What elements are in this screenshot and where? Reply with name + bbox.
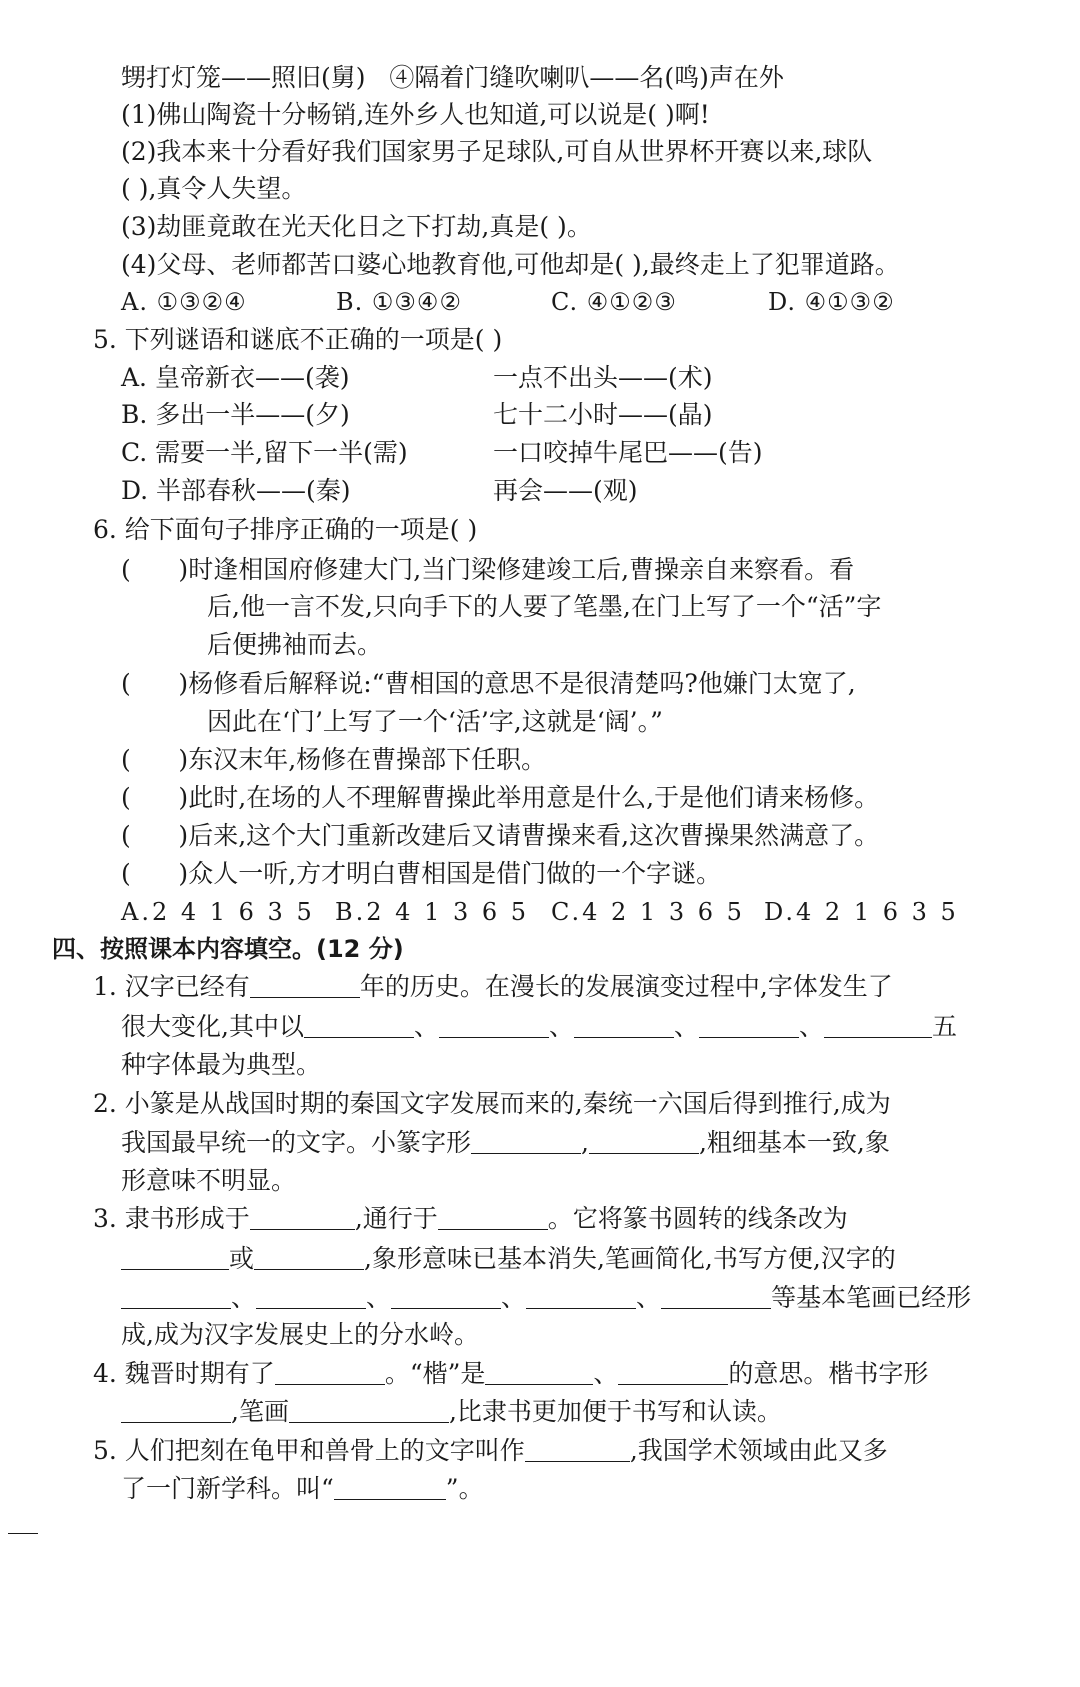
s4-q3-line-4: 成,成为汉字发展史上的分水岭。 (121, 1320, 479, 1349)
s4-q2-line-3: 形意味不明显。 (121, 1166, 297, 1195)
s4-q3-line-1: 3. 隶书形成于 ,通行于 。它将篆书圆转的线条改为 (93, 1204, 848, 1233)
s4-q1-blank-5[interactable] (824, 1013, 932, 1038)
section-4-heading: 四、按照课本内容填空。(12 分) (52, 935, 404, 963)
q6-order-blank-1[interactable]: ( ) (121, 555, 189, 584)
q5-row-c (121, 434, 821, 472)
q5-b-right: 七十二小时——(晶) (493, 400, 713, 429)
q6-order-blank-6[interactable]: ( ) (121, 859, 189, 888)
q4-sentence-1: (1)佛山陶瓷十分畅销,连外乡人也知道,可以说是( )啊! (121, 100, 710, 129)
s4-q4-blank-shape[interactable] (121, 1398, 231, 1423)
q6-item-4: ( )此时,在场的人不理解曹操此举用意是什么,于是他们请来杨修。 (121, 779, 879, 817)
s4-q1-line-3: 种字体最为典型。 (121, 1050, 322, 1079)
q6-order-blank-5[interactable]: ( ) (121, 821, 189, 850)
q6-item-2-line-1: ( )杨修看后解释说:“曹相国的意思不是很清楚吗?他嫌门太宽了, (121, 665, 856, 703)
q6-item-1-line-2: 后,他一言不发,只向手下的人要了笔墨,在门上写了一个“活”字 (207, 592, 882, 621)
q5-d-left: D. 半部春秋——(秦) (121, 476, 351, 505)
q6-item-3: ( )东汉末年,杨修在曹操部下任职。 (121, 741, 546, 779)
q6-stem: 6. 给下面句子排序正确的一项是( ) (93, 515, 478, 544)
s4-q3-line-2: 或 ,象形意味已基本消失,笔画简化,书写方便,汉字的 (121, 1240, 896, 1278)
s4-q5-line-1: 5. 人们把刻在龟甲和兽骨上的文字叫作 ,我国学术领域由此又多 (93, 1436, 888, 1465)
q6-item-1-line-3: 后便拂袖而去。 (207, 630, 383, 659)
q5-stem: 5. 下列谜语和谜底不正确的一项是( ) (93, 325, 503, 354)
s4-q3-blank-basic-2[interactable] (256, 1284, 366, 1309)
q4-sentence-3: (3)劫匪竟敢在光天化日之下打劫,真是( )。 (121, 212, 592, 241)
q5-b-left: B. 多出一半——(夕) (121, 400, 350, 429)
q5-d-right: 再会——(观) (493, 476, 638, 505)
s4-q1-blank-4[interactable] (699, 1013, 799, 1038)
q4-option-c: C. ④①②③ (551, 288, 677, 316)
q5-row-d (121, 472, 821, 510)
q4-sentence-2b: ( ),真令人失望。 (121, 174, 307, 203)
s4-q3-blank-popular[interactable] (438, 1205, 548, 1230)
q5-c-right: 一口咬掉牛尾巴——(告) (493, 438, 763, 467)
q6-option-a: A.2 4 1 6 3 5 (121, 898, 315, 926)
q6-order-blank-3[interactable]: ( ) (121, 745, 189, 774)
idiom-4: ④隔着门缝吹喇叭——名(鸣)声在外 (389, 63, 784, 92)
s4-q4-line-1: 4. 魏晋时期有了 。“楷”是 、 的意思。楷书字形 (93, 1359, 929, 1388)
idiom-line-continued (121, 59, 784, 97)
s4-q3-blank-basic-4[interactable] (526, 1284, 636, 1309)
s4-q2-line-1: 2. 小篆是从战国时期的秦国文字发展而来的,秦统一六国后得到推行,成为 (93, 1089, 891, 1118)
q5-a-right: 一点不出头——(术) (493, 363, 713, 392)
q5-row-a (121, 359, 821, 397)
s4-q3-blank-stroke-1[interactable] (121, 1245, 229, 1270)
s4-q1-line-1: 1. 汉字已经有 年的历史。在漫长的发展演变过程中,字体发生了 (93, 972, 893, 1001)
q6-option-b: B.2 4 1 3 6 5 (335, 898, 530, 926)
s4-q1-blank-years[interactable] (250, 973, 360, 998)
s4-q1-blank-1[interactable] (304, 1013, 414, 1038)
q5-row-b (121, 396, 821, 434)
q6-item-5: ( )后来,这个大门重新改建后又请曹操来看,这次曹操果然满意了。 (121, 817, 879, 855)
s4-q4-blank-stroke[interactable] (289, 1398, 449, 1423)
q4-sentence-4: (4)父母、老师都苦口婆心地教育他,可他却是( ),最终走上了犯罪道路。 (121, 250, 900, 279)
q6-option-c: C.4 2 1 3 6 5 (551, 898, 745, 926)
s4-q5-blank-discipline[interactable] (334, 1475, 446, 1500)
q6-order-blank-4[interactable]: ( ) (121, 783, 189, 812)
q5-c-left: C. 需要一半,留下一半(需) (121, 438, 408, 467)
s4-q4-blank-script[interactable] (275, 1360, 385, 1385)
q4-option-d: D. ④①③② (768, 288, 895, 316)
footer-rule (8, 1533, 38, 1534)
idiom-3: 甥打灯笼——照旧(舅) (121, 63, 366, 92)
s4-q4-line-2: ,笔画 ,比隶书更加便于书写和认读。 (121, 1393, 782, 1431)
q4-option-b: B. ①③④② (336, 288, 462, 316)
s4-q5-line-2: 了一门新学科。叫“ ”。 (121, 1474, 484, 1503)
s4-q4-blank-meaning-2[interactable] (618, 1360, 728, 1385)
s4-q2-blank-1[interactable] (471, 1129, 581, 1154)
s4-q3-blank-stroke-2[interactable] (254, 1245, 364, 1270)
q6-item-2-line-2: 因此在‘门’上写了一个‘活’字,这就是‘阔’。” (207, 707, 663, 736)
s4-q3-blank-basic-5[interactable] (661, 1284, 771, 1309)
s4-q2-line-2: 我国最早统一的文字。小篆字形 , ,粗细基本一致,象 (121, 1128, 890, 1157)
s4-q3-blank-basic-1[interactable] (121, 1284, 231, 1309)
s4-q5-blank-name[interactable] (525, 1437, 630, 1462)
q6-item-6: ( )众人一听,方才明白曹相国是借门做的一个字谜。 (121, 855, 721, 893)
q6-option-d: D.4 2 1 6 3 5 (764, 898, 959, 926)
s4-q3-blank-basic-3[interactable] (391, 1284, 501, 1309)
s4-q3-blank-formed[interactable] (250, 1205, 355, 1230)
s4-q2-blank-2[interactable] (589, 1129, 699, 1154)
s4-q4-blank-meaning-1[interactable] (485, 1360, 593, 1385)
s4-q1-blank-3[interactable] (574, 1013, 674, 1038)
s4-q3-line-3: 、 、 、 、 等基本笔画已经形 (121, 1279, 971, 1317)
s4-q1-blank-2[interactable] (439, 1013, 549, 1038)
q4-sentence-2a: (2)我本来十分看好我们国家男子足球队,可自从世界杯开赛以来,球队 (121, 137, 873, 166)
q5-a-left: A. 皇帝新衣——(袭) (121, 363, 350, 392)
q6-item-1-line-1: ( )时逢相国府修建大门,当门梁修建竣工后,曹操亲自来察看。看 (121, 551, 854, 589)
q6-order-blank-2[interactable]: ( ) (121, 669, 189, 698)
s4-q1-line-2: 很大变化,其中以 、 、 、 、 五 (121, 1012, 958, 1041)
q4-option-a: A. ①③②④ (121, 288, 247, 316)
